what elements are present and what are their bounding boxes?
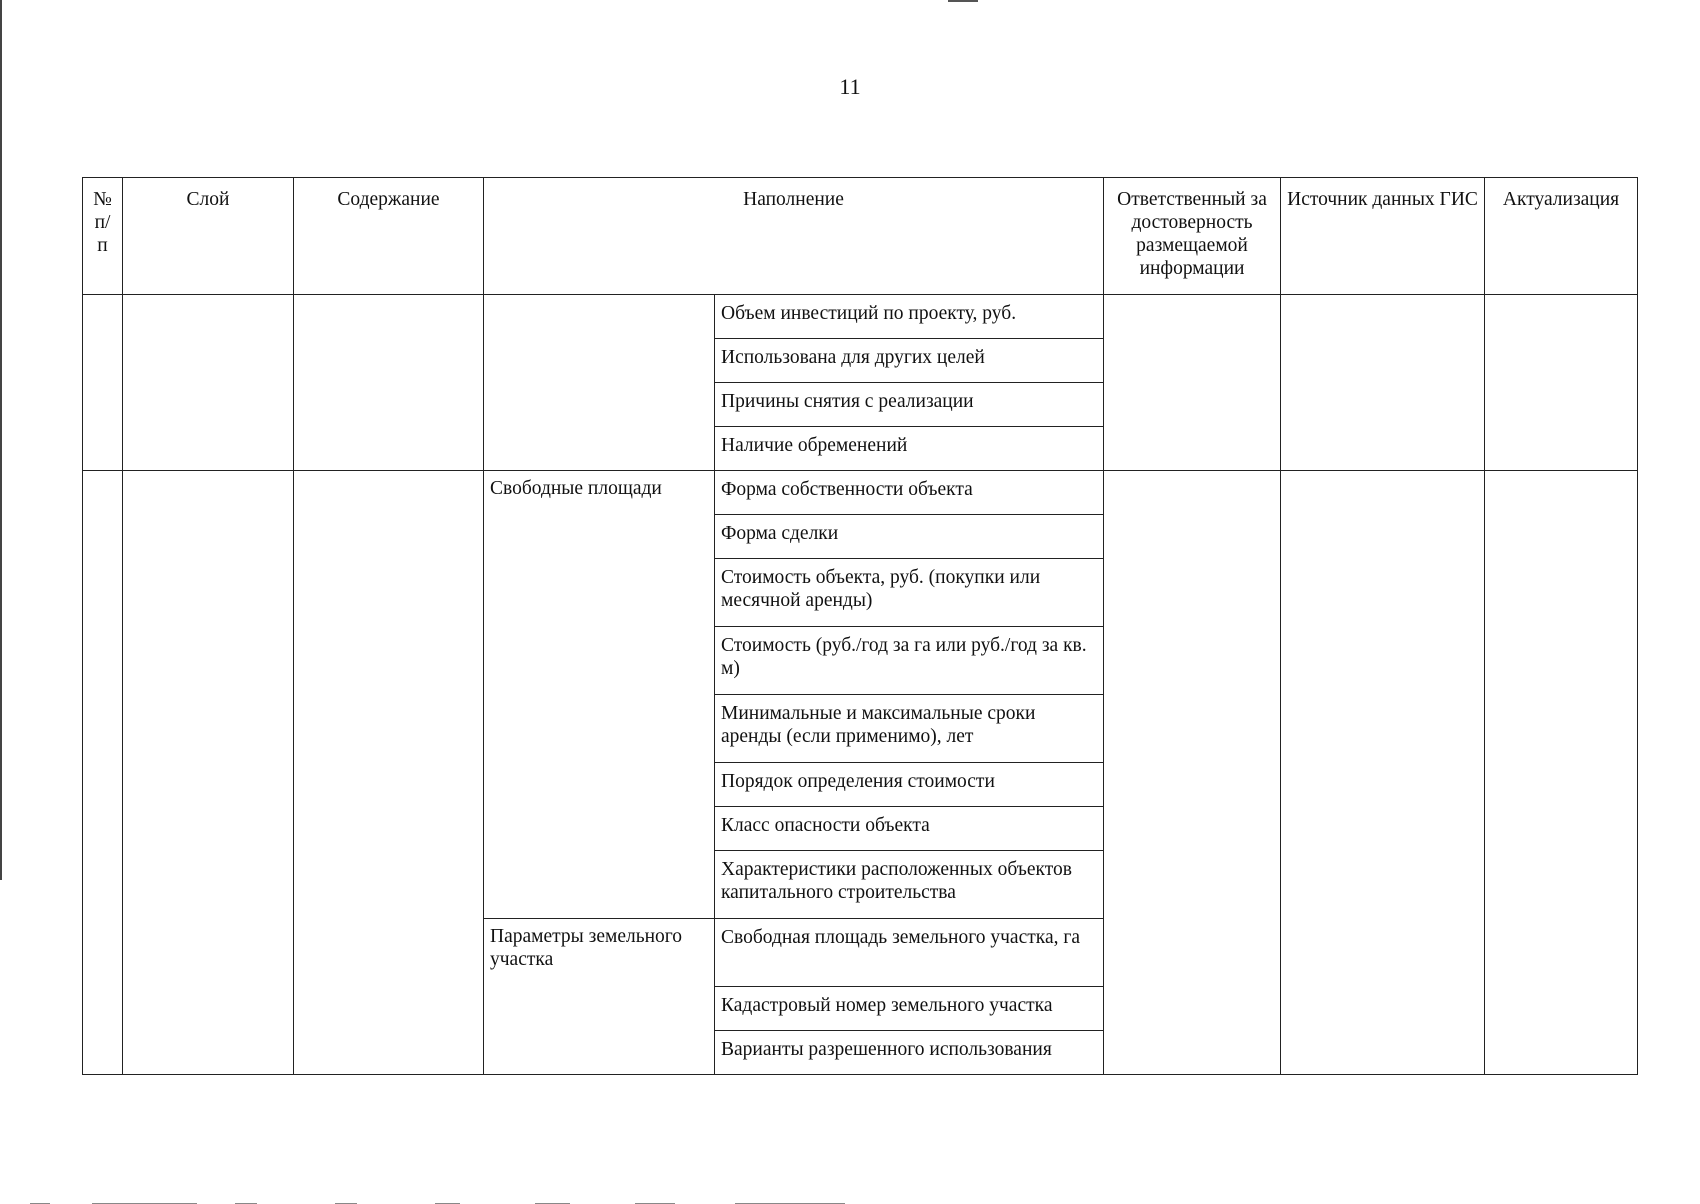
cell-content [294, 295, 484, 471]
cell-number [83, 471, 123, 1075]
header-update: Актуализация [1485, 178, 1638, 295]
cell-layer [123, 471, 294, 1075]
filling-item: Стоимость объекта, руб. (покупки или месячной аренды) [715, 559, 1104, 627]
scan-top-mark [948, 0, 978, 2]
table-row [83, 471, 1638, 515]
filling-item: Стоимость (руб./год за га или руб./год за кв. м) [715, 627, 1104, 695]
header-gis-source: Источник данных ГИС [1281, 178, 1485, 295]
cell-layer [123, 295, 294, 471]
cell-gis-source [1281, 295, 1485, 471]
filling-item: Характеристики расположенных объектов капитального строительства [715, 851, 1104, 919]
scan-left-edge [0, 0, 2, 880]
header-filling: Наполнение [484, 178, 1104, 295]
cell-responsible [1104, 295, 1281, 471]
header-responsible: Ответственный за достоверность размещаемой информации [1104, 178, 1281, 295]
filling-item: Класс опасности объекта [715, 807, 1104, 851]
filling-item: Наличие обременений [715, 427, 1104, 471]
cell-update [1485, 471, 1638, 1075]
cell-update [1485, 295, 1638, 471]
header-number: № п/ п [83, 178, 123, 295]
filling-item: Минимальные и максимальные сроки аренды (если применимо), лет [715, 695, 1104, 763]
filling-item: Варианты разрешенного использования [715, 1031, 1104, 1075]
subgroup-land-params: Параметры земельного участка [484, 919, 715, 1075]
filling-item: Использована для других целей [715, 339, 1104, 383]
filling-item: Порядок определения стоимости [715, 763, 1104, 807]
cell-number [83, 295, 123, 471]
filling-item: Форма собственности объекта [715, 471, 1104, 515]
cell-content [294, 471, 484, 1075]
filling-item: Кадастровый номер земельного участка [715, 987, 1104, 1031]
filling-item: Форма сделки [715, 515, 1104, 559]
cell-gis-source [1281, 471, 1485, 1075]
table-row [83, 295, 1638, 339]
cell-subgroup [484, 295, 715, 471]
cell-responsible [1104, 471, 1281, 1075]
page-number: 11 [839, 74, 861, 99]
data-table [82, 177, 1638, 1075]
subgroup-free-areas: Свободные площади [484, 471, 715, 919]
filling-item: Свободная площадь земельного участка, га [715, 919, 1104, 987]
header-row [83, 178, 1638, 295]
filling-item: Объем инвестиций по проекту, руб. [715, 295, 1104, 339]
filling-item: Причины снятия с реализации [715, 383, 1104, 427]
header-layer: Слой [123, 178, 294, 295]
header-content: Содержание [294, 178, 484, 295]
